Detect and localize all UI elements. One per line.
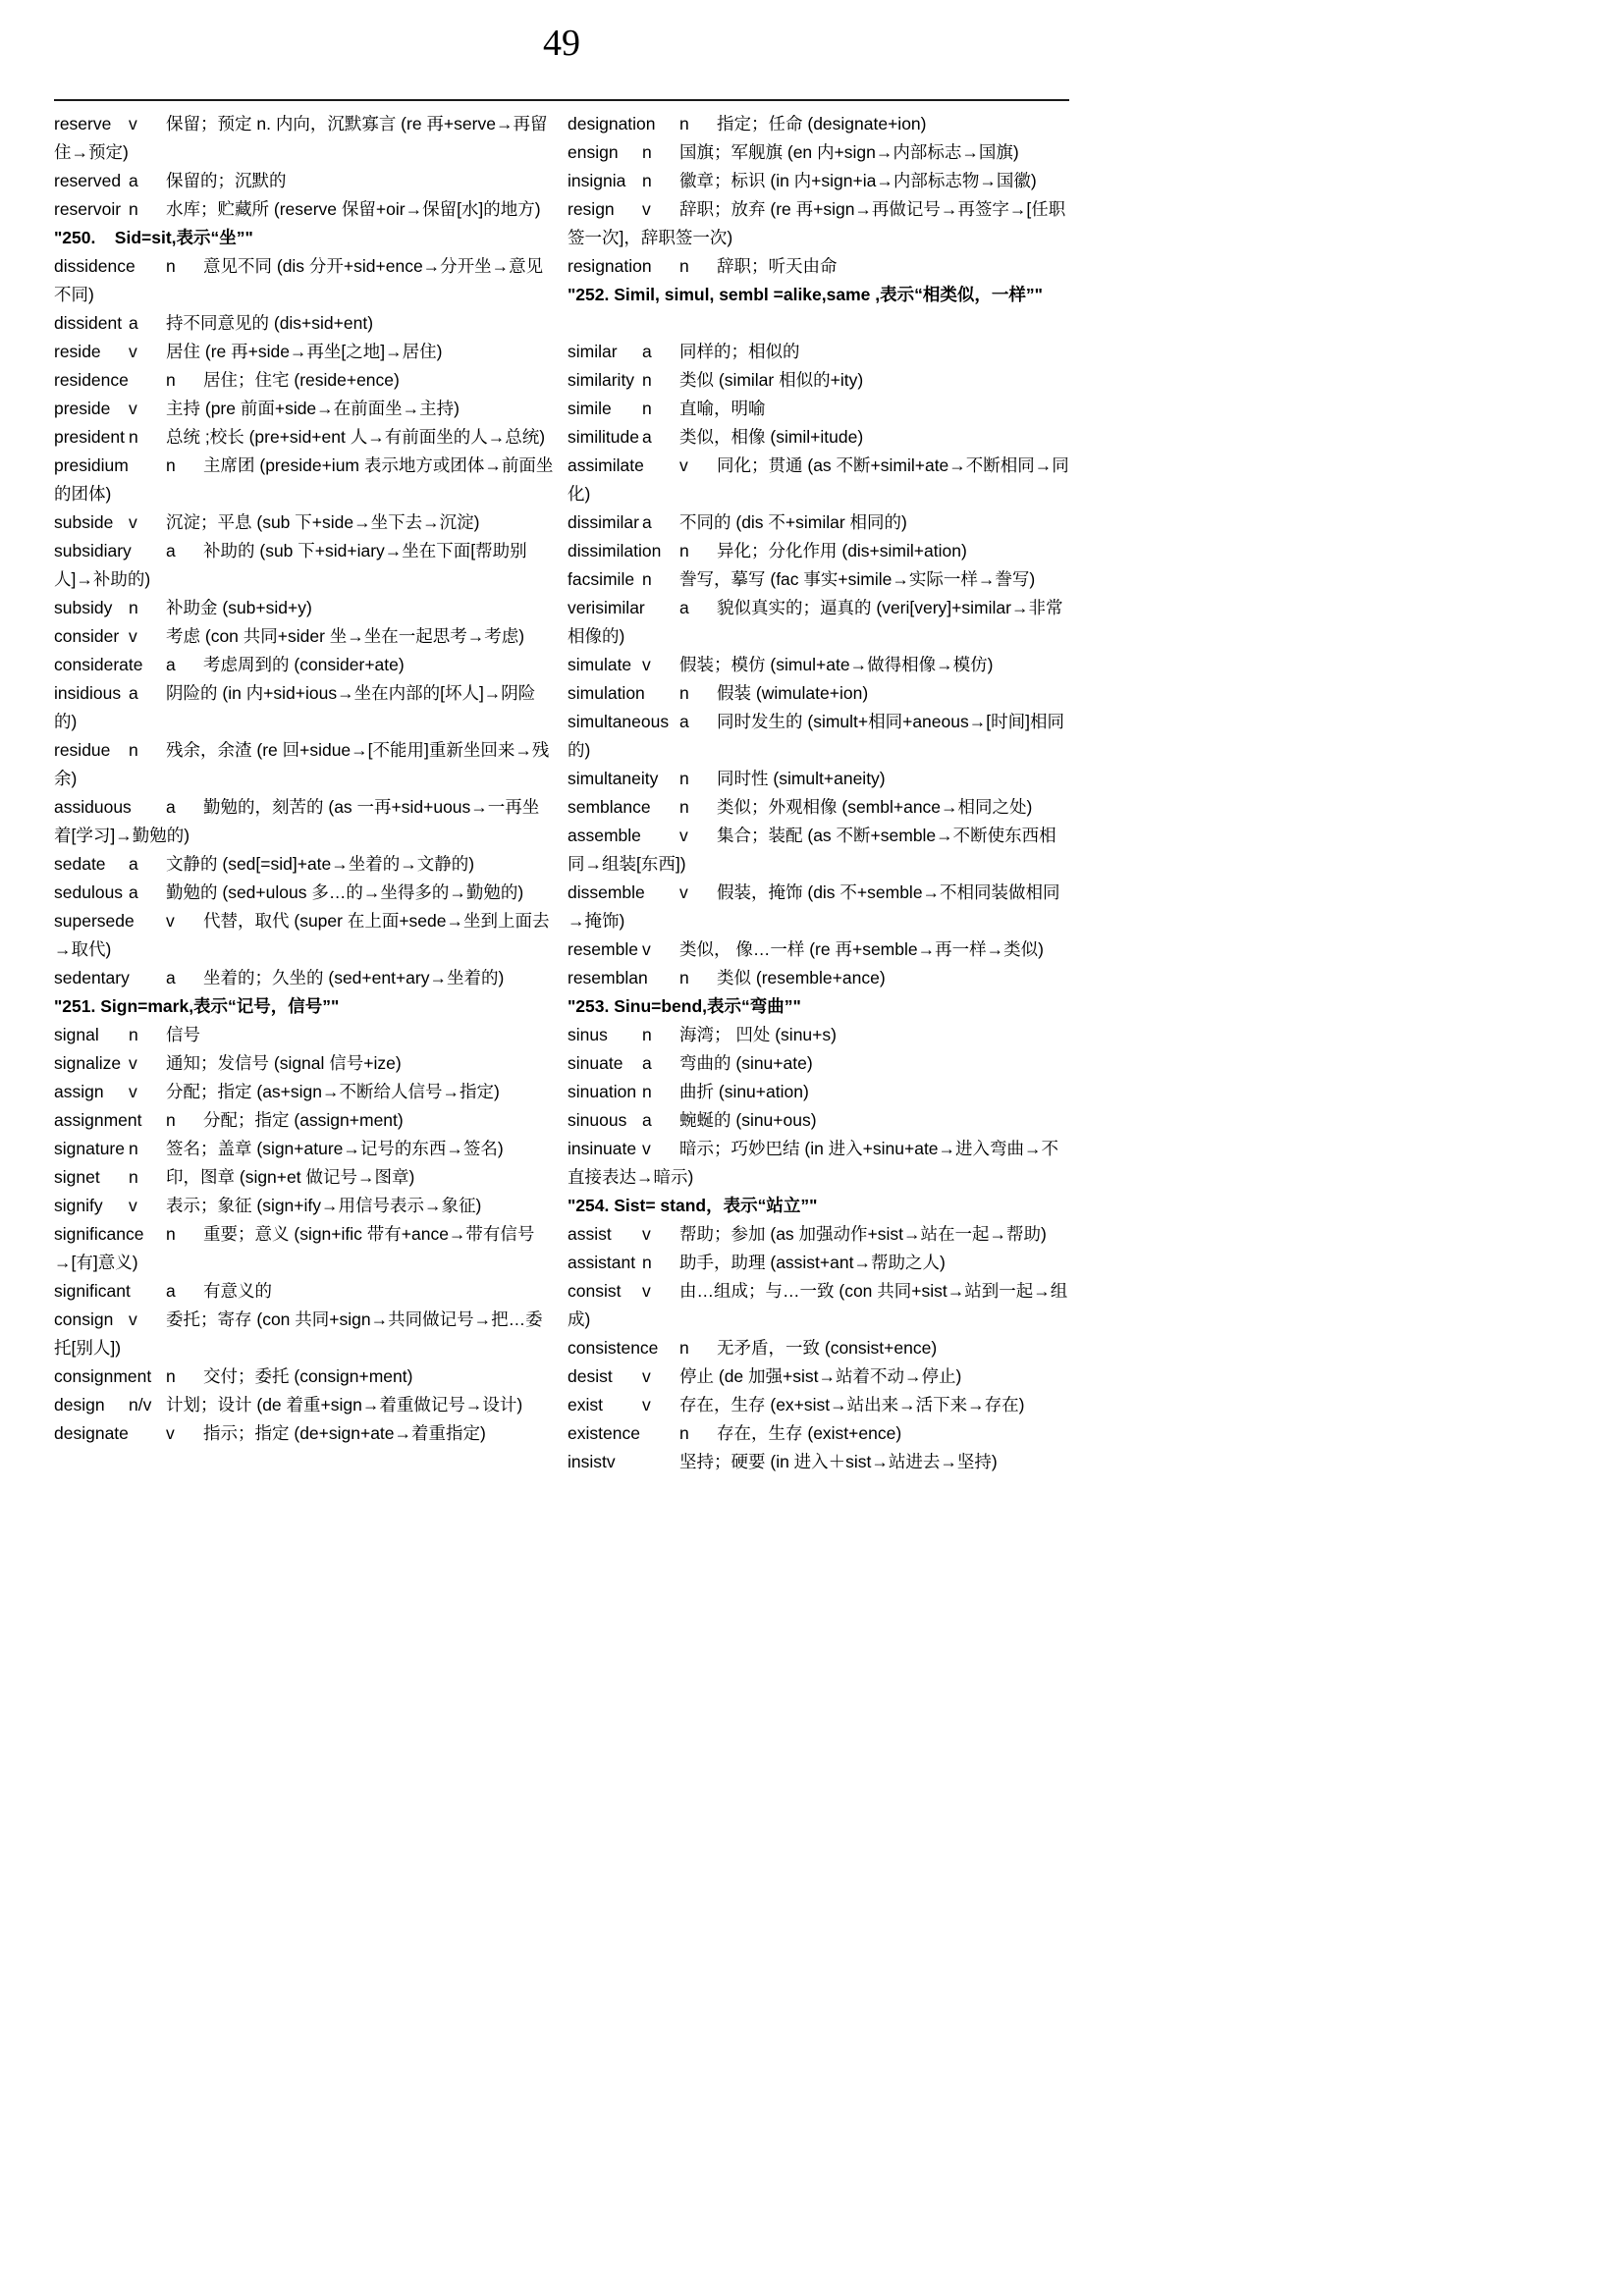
entry-word: signalize bbox=[54, 1053, 122, 1073]
entry-definition: 补助金 (sub+sid+y) bbox=[166, 598, 312, 617]
word-entry bbox=[54, 1163, 556, 1192]
entry-pos: v bbox=[129, 1082, 137, 1101]
spacer bbox=[568, 309, 1069, 338]
entry-definition: 假装；模仿 (simul+ate→做得相像→模仿) bbox=[679, 655, 994, 674]
entry-pos: v bbox=[129, 1309, 137, 1329]
entry-word: simulation bbox=[568, 683, 645, 703]
entry-word: assign bbox=[54, 1082, 104, 1101]
entry-definition: 曲折 (sinu+ation) bbox=[679, 1082, 809, 1101]
entry-definition: 水库；贮藏所 (reserve 保留+oir→保留[水]的地方) bbox=[166, 199, 541, 219]
entry-word: signature bbox=[54, 1139, 125, 1158]
entry-word: assignment bbox=[54, 1110, 142, 1130]
entry-definition: 持不同意见的 (dis+sid+ent) bbox=[166, 313, 374, 333]
word-entry bbox=[54, 1049, 556, 1078]
section-header: "254. Sist= stand，表示“站立”" bbox=[568, 1196, 818, 1215]
content-columns bbox=[54, 110, 1069, 1476]
entry-definition: 海湾； 凹处 (sinu+s) bbox=[679, 1025, 837, 1044]
word-entry bbox=[54, 537, 556, 594]
entry-pos: n bbox=[679, 683, 689, 703]
entry-word: designation bbox=[568, 114, 656, 133]
entry-pos: n bbox=[129, 427, 138, 447]
entry-word: president bbox=[54, 427, 125, 447]
entry-word: significance bbox=[54, 1224, 144, 1244]
word-entry bbox=[54, 167, 556, 195]
section-header: "250. Sid=sit,表示“坐”" bbox=[54, 228, 253, 247]
word-entry bbox=[568, 1448, 1069, 1476]
entry-pos: v bbox=[129, 1053, 137, 1073]
entry-word: sedate bbox=[54, 854, 106, 874]
word-entry bbox=[568, 423, 1069, 452]
entry-pos: n bbox=[679, 1338, 689, 1358]
word-entry bbox=[54, 1306, 556, 1362]
word-entry bbox=[568, 565, 1069, 594]
entry-definition: 坚持；硬要 (in 进入＋sist→站进去→坚持) bbox=[679, 1452, 998, 1471]
entry-definition: 通知；发信号 (signal 信号+ize) bbox=[166, 1053, 402, 1073]
entry-pos: a bbox=[642, 512, 652, 532]
entry-pos: a bbox=[679, 712, 689, 731]
entry-pos: v bbox=[642, 1395, 651, 1415]
entry-pos: a bbox=[166, 1281, 176, 1301]
entry-pos: a bbox=[642, 1110, 652, 1130]
entry-word: sinuation bbox=[568, 1082, 637, 1101]
word-entry bbox=[568, 1362, 1069, 1391]
entry-word: consistence bbox=[568, 1338, 659, 1358]
entry-pos: a bbox=[166, 797, 176, 817]
entry-word: designate bbox=[54, 1423, 129, 1443]
entry-word: residue bbox=[54, 740, 111, 760]
word-entry bbox=[568, 708, 1069, 765]
entry-pos: a bbox=[129, 854, 138, 874]
entry-pos: n bbox=[129, 1167, 138, 1187]
word-entry bbox=[568, 195, 1069, 252]
entry-definition: 同时性 (simult+aneity) bbox=[717, 769, 886, 788]
word-entry bbox=[54, 1021, 556, 1049]
section-header: "252. Simil, simul, sembl =alike,same ,表示“相类似，一样”" bbox=[568, 285, 1043, 304]
entry-word: supersede bbox=[54, 911, 135, 931]
entry-definition: 蜿蜒的 (sinu+ous) bbox=[679, 1110, 817, 1130]
entry-definition: 总统 ;校长 (pre+sid+ent 人→有前面坐的人→总统) bbox=[166, 427, 546, 447]
entry-pos: v bbox=[129, 512, 137, 532]
entry-definition: 假装 (wimulate+ion) bbox=[717, 683, 869, 703]
entry-word: resignation bbox=[568, 256, 652, 276]
entry-word: desist bbox=[568, 1366, 613, 1386]
word-entry bbox=[568, 167, 1069, 195]
entry-definition: 文静的 (sed[=sid]+ate→坐着的→文静的) bbox=[166, 854, 475, 874]
entry-definition: 类似 (similar 相似的+ity) bbox=[679, 370, 864, 390]
word-entry bbox=[568, 964, 1069, 992]
word-entry bbox=[54, 366, 556, 395]
entry-word: dissimilar bbox=[568, 512, 639, 532]
entry-definition: 停止 (de 加强+sist→站着不动→停止) bbox=[679, 1366, 962, 1386]
entry-pos: n bbox=[642, 1253, 652, 1272]
entry-word: simile bbox=[568, 399, 612, 418]
left-column bbox=[54, 110, 556, 1448]
entry-word: signal bbox=[54, 1025, 99, 1044]
entry-pos: v bbox=[679, 882, 688, 902]
entry-word: consignment bbox=[54, 1366, 152, 1386]
entry-word: significant bbox=[54, 1281, 131, 1301]
entry-word: dissemble bbox=[568, 882, 645, 902]
entry-word: assiduous bbox=[54, 797, 132, 817]
word-entry bbox=[54, 1362, 556, 1391]
entry-word: reserve bbox=[54, 114, 112, 133]
entry-word: semblance bbox=[568, 797, 651, 817]
word-entry bbox=[568, 879, 1069, 935]
entry-word: sinuous bbox=[568, 1110, 627, 1130]
entry-definition: 残余，余渣 (re 回+sidue→[不能用]重新坐回来→残余) bbox=[54, 740, 550, 788]
entry-definition: 无矛盾，一致 (consist+ence) bbox=[717, 1338, 938, 1358]
entry-pos: n bbox=[642, 171, 652, 190]
entry-definition: 居住；住宅 (reside+ence) bbox=[203, 370, 400, 390]
word-entry bbox=[54, 1078, 556, 1106]
entry-pos: a bbox=[129, 313, 138, 333]
word-entry bbox=[54, 195, 556, 224]
entry-word: resemble bbox=[568, 939, 638, 959]
entry-pos: n bbox=[642, 1025, 652, 1044]
entry-pos: a bbox=[166, 541, 176, 561]
entry-definition: 国旗；军舰旗 (en 内+sign→内部标志→国旗) bbox=[679, 142, 1019, 162]
entry-pos: a bbox=[129, 882, 138, 902]
section-header: "251. Sign=mark,表示“记号，信号”" bbox=[54, 996, 340, 1016]
entry-word: resign bbox=[568, 199, 615, 219]
word-entry bbox=[54, 1106, 556, 1135]
entry-pos: v bbox=[642, 939, 651, 959]
word-entry bbox=[568, 366, 1069, 395]
entry-pos: n bbox=[129, 1025, 138, 1044]
entry-word: reserved bbox=[54, 171, 122, 190]
entry-definition: 坐着的；久坐的 (sed+ent+ary→坐着的) bbox=[203, 968, 505, 988]
word-entry bbox=[568, 793, 1069, 822]
word-entry bbox=[568, 1220, 1069, 1249]
entry-definition: 分配；指定 (assign+ment) bbox=[203, 1110, 404, 1130]
entry-word: signet bbox=[54, 1167, 100, 1187]
word-entry bbox=[568, 452, 1069, 508]
word-entry bbox=[54, 679, 556, 736]
entry-pos: v bbox=[642, 655, 651, 674]
entry-pos: v bbox=[642, 199, 651, 219]
entry-pos: v bbox=[642, 1224, 651, 1244]
entry-pos: n bbox=[129, 740, 138, 760]
entry-word: subside bbox=[54, 512, 114, 532]
entry-definition: 存在，生存 (exist+ence) bbox=[717, 1423, 902, 1443]
entry-definition: 辞职；听天由命 bbox=[717, 256, 838, 276]
entry-definition: 交付；委托 (consign+ment) bbox=[203, 1366, 413, 1386]
entry-definition: 同时发生的 (simult+相同+aneous→[时间]相同的) bbox=[568, 712, 1064, 760]
entry-word: assemble bbox=[568, 826, 641, 845]
word-entry bbox=[54, 964, 556, 992]
word-entry bbox=[568, 110, 1069, 138]
word-entry bbox=[568, 1106, 1069, 1135]
word-entry bbox=[54, 338, 556, 366]
entry-pos: n bbox=[166, 1110, 176, 1130]
word-entry bbox=[54, 508, 556, 537]
entry-word: insignia bbox=[568, 171, 626, 190]
entry-word: presidium bbox=[54, 455, 129, 475]
entry-pos: v bbox=[642, 1281, 651, 1301]
page-number: 49 bbox=[543, 23, 580, 64]
word-entry bbox=[568, 338, 1069, 366]
entry-definition: 勤勉的，刻苦的 (as 一再+sid+uous→一再坐着[学习]→勤勉的) bbox=[54, 797, 540, 845]
word-entry bbox=[568, 822, 1069, 879]
entry-definition: 存在，生存 (ex+sist→站出来→活下来→存在) bbox=[679, 1395, 1025, 1415]
word-entry bbox=[54, 252, 556, 309]
word-entry bbox=[568, 508, 1069, 537]
entry-word: similar bbox=[568, 342, 618, 361]
entry-definition: 计划；设计 (de 着重+sign→着重做记号→设计) bbox=[166, 1395, 523, 1415]
entry-pos: n bbox=[166, 370, 176, 390]
entry-word: preside bbox=[54, 399, 111, 418]
entry-definition: 阴险的 (in 内+sid+ious→坐在内部的[坏人]→阴险的) bbox=[54, 683, 536, 731]
entry-definition: 主席团 (preside+ium 表示地方或团体→前面坐的团体) bbox=[54, 455, 554, 504]
entry-pos: v bbox=[129, 1196, 137, 1215]
entry-definition: 主持 (pre 前面+side→在前面坐→主持) bbox=[166, 399, 460, 418]
entry-word: verisimilar bbox=[568, 598, 645, 617]
entry-definition: 弯曲的 (sinu+ate) bbox=[679, 1053, 813, 1073]
word-entry bbox=[54, 1391, 556, 1419]
entry-pos: a bbox=[642, 427, 652, 447]
entry-definition: 辞职；放弃 (re 再+sign→再做记号→再签字→[任职签一次]，辞职签一次) bbox=[568, 199, 1066, 247]
entry-word: simultaneity bbox=[568, 769, 659, 788]
word-entry bbox=[54, 1192, 556, 1220]
word-entry bbox=[54, 1135, 556, 1163]
word-entry bbox=[568, 1135, 1069, 1192]
entry-pos: n bbox=[679, 541, 689, 561]
entry-definition: 表示；象征 (sign+ify→用信号表示→象征) bbox=[166, 1196, 482, 1215]
word-entry bbox=[568, 537, 1069, 565]
entry-pos: a bbox=[642, 1053, 652, 1073]
entry-word: insistv bbox=[568, 1452, 616, 1471]
entry-definition: 勤勉的 (sed+ulous 多…的→坐得多的→勤勉的) bbox=[166, 882, 524, 902]
entry-pos: n bbox=[642, 1082, 652, 1101]
entry-pos: v bbox=[129, 342, 137, 361]
entry-pos: n bbox=[679, 968, 689, 988]
word-entry bbox=[568, 1021, 1069, 1049]
entry-pos: n bbox=[679, 114, 689, 133]
entry-word: residence bbox=[54, 370, 129, 390]
entry-definition: 印，图章 (sign+et 做记号→图章) bbox=[166, 1167, 415, 1187]
entry-word: signify bbox=[54, 1196, 103, 1215]
entry-definition: 委托；寄存 (con 共同+sign→共同做记号→把…委托[别人]) bbox=[54, 1309, 543, 1358]
entry-pos: v bbox=[679, 455, 688, 475]
entry-definition: 类似，相像 (simil+itude) bbox=[679, 427, 864, 447]
word-entry bbox=[568, 679, 1069, 708]
entry-definition: 假装，掩饰 (dis 不+semble→不相同装做相同→掩饰) bbox=[568, 882, 1060, 931]
entry-word: subsidiary bbox=[54, 541, 132, 561]
word-entry bbox=[568, 1249, 1069, 1277]
word-entry bbox=[568, 935, 1069, 964]
word-entry bbox=[568, 765, 1069, 793]
word-entry bbox=[54, 423, 556, 452]
word-entry bbox=[568, 1391, 1069, 1419]
word-entry bbox=[568, 1334, 1069, 1362]
entry-word: consign bbox=[54, 1309, 114, 1329]
word-entry bbox=[54, 651, 556, 679]
word-entry bbox=[54, 1220, 556, 1277]
entry-pos: n bbox=[642, 370, 652, 390]
entry-definition: 沉淀；平息 (sub 下+side→坐下去→沉淀) bbox=[166, 512, 480, 532]
word-entry bbox=[54, 452, 556, 508]
entry-word: sinuate bbox=[568, 1053, 623, 1073]
entry-word: resemblan bbox=[568, 968, 648, 988]
entry-pos: n bbox=[679, 256, 689, 276]
entry-definition: 居住 (re 再+side→再坐[之地]→居住) bbox=[166, 342, 443, 361]
entry-word: consist bbox=[568, 1281, 622, 1301]
entry-definition: 类似 (resemble+ance) bbox=[717, 968, 886, 988]
entry-definition: 直喻，明喻 bbox=[679, 399, 766, 418]
entry-pos: v bbox=[129, 114, 137, 133]
entry-definition: 有意义的 bbox=[203, 1281, 272, 1301]
entry-word: reservoir bbox=[54, 199, 122, 219]
entry-pos: n bbox=[642, 142, 652, 162]
entry-word: simultaneous bbox=[568, 712, 670, 731]
entry-pos: n bbox=[166, 1366, 176, 1386]
entry-pos: n bbox=[642, 569, 652, 589]
word-entry bbox=[54, 309, 556, 338]
word-entry bbox=[54, 622, 556, 651]
entry-definition: 保留的；沉默的 bbox=[166, 171, 287, 190]
entry-pos: n bbox=[679, 797, 689, 817]
entry-pos: v bbox=[129, 399, 137, 418]
word-entry bbox=[54, 793, 556, 850]
entry-definition: 考虑周到的 (consider+ate) bbox=[203, 655, 405, 674]
word-entry bbox=[54, 879, 556, 907]
entry-definition: 重要；意义 (sign+ific 带有+ance→带有信号→[有]意义) bbox=[54, 1224, 535, 1272]
entry-pos: v bbox=[679, 826, 688, 845]
word-entry bbox=[568, 594, 1069, 651]
entry-definition: 代替，取代 (super 在上面+sede→坐到上面去→取代) bbox=[54, 911, 550, 959]
entry-word: ensign bbox=[568, 142, 619, 162]
entry-word: simulate bbox=[568, 655, 632, 674]
entry-word: existence bbox=[568, 1423, 640, 1443]
entry-definition: 徽章；标识 (in 内+sign+ia→内部标志物→国徽) bbox=[679, 171, 1037, 190]
entry-word: considerate bbox=[54, 655, 143, 674]
entry-word: reside bbox=[54, 342, 101, 361]
entry-pos: v bbox=[166, 911, 175, 931]
word-entry bbox=[54, 1419, 556, 1448]
entry-pos: a bbox=[642, 342, 652, 361]
entry-definition: 保留；预定 n. 内向，沉默寡言 (re 再+serve→再留住→预定) bbox=[54, 114, 548, 162]
word-entry bbox=[568, 1277, 1069, 1334]
entry-word: insinuate bbox=[568, 1139, 637, 1158]
entry-word: facsimile bbox=[568, 569, 635, 589]
entry-word: insidious bbox=[54, 683, 122, 703]
entry-definition: 分配；指定 (as+sign→不断给人信号→指定) bbox=[166, 1082, 500, 1101]
entry-word: assimilate bbox=[568, 455, 644, 475]
entry-word: dissimilation bbox=[568, 541, 662, 561]
entry-definition: 意见不同 (dis 分开+sid+ence→分开坐→意见不同) bbox=[54, 256, 544, 304]
entry-pos: n bbox=[679, 769, 689, 788]
entry-definition: 签名；盖章 (sign+ature→记号的东西→签名) bbox=[166, 1139, 504, 1158]
word-entry bbox=[54, 907, 556, 964]
entry-pos: n bbox=[129, 199, 138, 219]
entry-definition: 类似；外观相像 (sembl+ance→相同之处) bbox=[717, 797, 1033, 817]
entry-word: sedulous bbox=[54, 882, 124, 902]
entry-pos: v bbox=[642, 1139, 651, 1158]
entry-word: sedentary bbox=[54, 968, 130, 988]
entry-word: design bbox=[54, 1395, 105, 1415]
entry-pos: a bbox=[166, 655, 176, 674]
entry-word: assistant bbox=[568, 1253, 636, 1272]
section-header: "253. Sinu=bend,表示“弯曲”" bbox=[568, 996, 801, 1016]
entry-pos: n/v bbox=[129, 1395, 152, 1415]
entry-definition: 同样的；相似的 bbox=[679, 342, 800, 361]
entry-definition: 由…组成；与…一致 (con 共同+sist→站到一起→组成) bbox=[568, 1281, 1068, 1329]
word-entry bbox=[568, 138, 1069, 167]
header-rule bbox=[54, 99, 1069, 101]
word-entry bbox=[568, 1419, 1069, 1448]
entry-word: sinus bbox=[568, 1025, 608, 1044]
entry-pos: n bbox=[166, 256, 176, 276]
entry-definition: 貌似真实的；逼真的 (veri[very]+similar→非常相像的) bbox=[568, 598, 1063, 646]
entry-definition: 帮助；参加 (as 加强动作+sist→站在一起→帮助) bbox=[679, 1224, 1047, 1244]
entry-definition: 指示；指定 (de+sign+ate→着重指定) bbox=[203, 1423, 486, 1443]
entry-pos: a bbox=[129, 171, 138, 190]
entry-definition: 誊写，摹写 (fac 事实+simile→实际一样→誊写) bbox=[679, 569, 1036, 589]
word-entry bbox=[54, 1277, 556, 1306]
word-entry bbox=[568, 1049, 1069, 1078]
entry-pos: a bbox=[679, 598, 689, 617]
entry-definition: 指定；任命 (designate+ion) bbox=[717, 114, 927, 133]
word-entry bbox=[54, 395, 556, 423]
entry-word: dissidence bbox=[54, 256, 135, 276]
entry-pos: v bbox=[166, 1423, 175, 1443]
entry-pos: n bbox=[166, 1224, 176, 1244]
entry-definition: 集合；装配 (as 不断+semble→不断使东西相同→组装[东西]) bbox=[568, 826, 1056, 874]
entry-definition: 助手，助理 (assist+ant→帮助之人) bbox=[679, 1253, 946, 1272]
entry-definition: 不同的 (dis 不+similar 相同的) bbox=[679, 512, 907, 532]
entry-pos: n bbox=[129, 1139, 138, 1158]
word-entry bbox=[54, 110, 556, 167]
entry-definition: 补助的 (sub 下+sid+iary→坐在下面[帮助别人]→补助的) bbox=[54, 541, 527, 589]
right-column bbox=[568, 110, 1069, 1476]
entry-definition: 暗示；巧妙巴结 (in 进入+sinu+ate→进入弯曲→不直接表达→暗示) bbox=[568, 1139, 1059, 1187]
entry-word: subsidy bbox=[54, 598, 113, 617]
entry-pos: v bbox=[129, 626, 137, 646]
entry-definition: 信号 bbox=[166, 1025, 200, 1044]
word-entry bbox=[568, 1078, 1069, 1106]
word-entry bbox=[54, 736, 556, 793]
entry-pos: n bbox=[166, 455, 176, 475]
entry-word: assist bbox=[568, 1224, 612, 1244]
entry-pos: n bbox=[642, 399, 652, 418]
entry-pos: v bbox=[642, 1366, 651, 1386]
entry-definition: 类似， 像…一样 (re 再+semble→再一样→类似) bbox=[679, 939, 1044, 959]
entry-word: dissident bbox=[54, 313, 123, 333]
entry-definition: 考虑 (con 共同+sider 坐→坐在一起思考→考虑) bbox=[166, 626, 525, 646]
entry-word: similitude bbox=[568, 427, 639, 447]
word-entry bbox=[568, 252, 1069, 281]
entry-pos: a bbox=[166, 968, 176, 988]
entry-definition: 同化；贯通 (as 不断+simil+ate→不断相同→同化) bbox=[568, 455, 1069, 504]
word-entry bbox=[54, 850, 556, 879]
entry-pos: a bbox=[129, 683, 138, 703]
word-entry bbox=[568, 395, 1069, 423]
word-entry bbox=[54, 594, 556, 622]
entry-definition: 异化；分化作用 (dis+simil+ation) bbox=[717, 541, 967, 561]
entry-pos: n bbox=[129, 598, 138, 617]
entry-word: consider bbox=[54, 626, 120, 646]
word-entry bbox=[568, 651, 1069, 679]
entry-word: exist bbox=[568, 1395, 603, 1415]
entry-word: similarity bbox=[568, 370, 635, 390]
entry-pos: n bbox=[679, 1423, 689, 1443]
